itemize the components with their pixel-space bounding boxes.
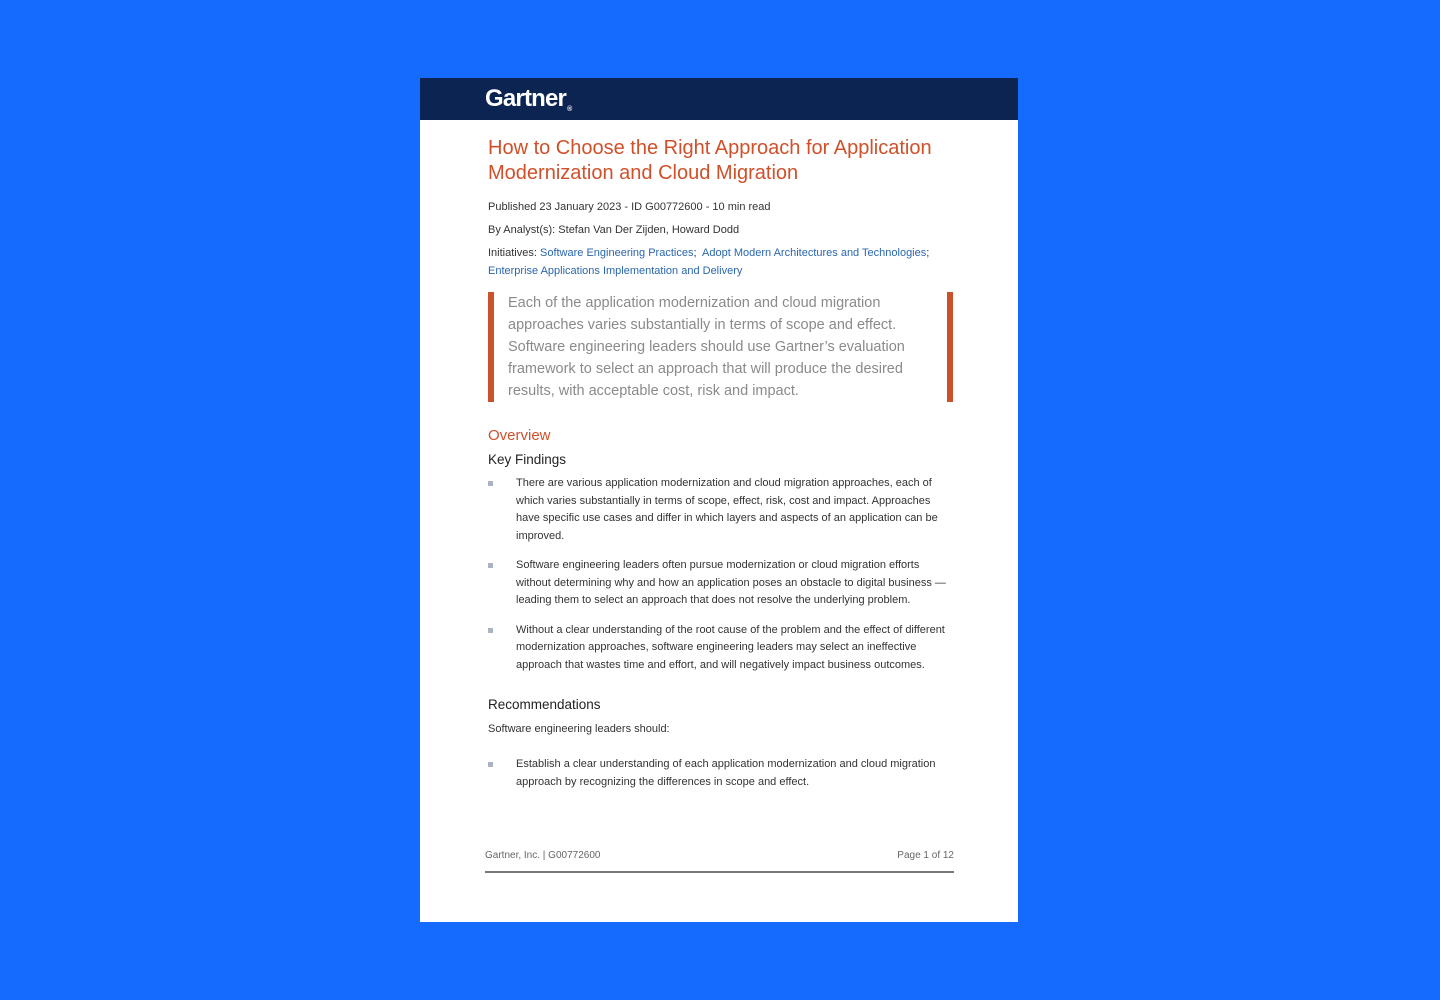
initiative-link-software-engineering[interactable]: Software Engineering Practices: [539, 247, 694, 259]
brand-header-bar: [420, 78, 1018, 120]
document-content: [488, 136, 953, 803]
key-findings-heading: Key Findings: [488, 452, 567, 467]
bullet-square-icon: [488, 481, 493, 486]
list-item: Without a clear understanding of the root cause of the problem and the effect of different modernization approaches, software engineering leaders may select an ineffective approach that wastes time and effort, and will negatively impact business outcomes.: [488, 622, 953, 675]
footer-doc-id: Gartner, Inc. | G00772600: [485, 850, 601, 861]
initiative-link-modern-architectures[interactable]: Adopt Modern Architectures and Technologies: [702, 247, 927, 259]
footer-page-number: Page 1 of 12: [897, 850, 954, 861]
overview-heading: Overview: [488, 427, 551, 444]
initiatives-line: Initiatives: Software Engineering Practices; Adopt Modern Architectures and Technologies; Enterprise Applications Implementation and Delivery: [488, 247, 930, 277]
document-page: [420, 78, 1018, 922]
bullet-square-icon: [488, 628, 493, 633]
bullet-square-icon: [488, 762, 493, 767]
key-findings-list: [488, 475, 953, 674]
bullet-square-icon: [488, 563, 493, 568]
list-item: Establish a clear understanding of each application modernization and cloud migration approach by recognizing the differences in scope and effect.: [488, 756, 953, 791]
recommendations-heading: Recommendations: [488, 697, 601, 712]
list-item: There are various application modernization and cloud migration approaches, each of which varies substantially in terms of scope, effect, risk, cost and impact. Approaches have specific use cases and differ in which layers and aspects of an application can be improved.: [488, 475, 953, 545]
initiative-link-enterprise-applications[interactable]: Enterprise Applications Implementation and Delivery: [488, 264, 743, 277]
summary-callout: [488, 292, 953, 402]
initiatives-label: Initiatives:: [488, 247, 537, 259]
recommendations-intro: Software engineering leaders should:: [488, 723, 670, 735]
analysts-line: By Analyst(s): Stefan Van Der Zijden, Howard Dodd: [488, 224, 740, 236]
recommendations-list: [488, 756, 953, 791]
summary-text: Each of the application modernization and cloud migration approaches varies substantially in terms of scope and effect. Software engineering leaders should use Gartner’s evaluation framework to select an approach that will produce the desired results, with acceptable cost, risk and impact.: [508, 295, 905, 399]
document-title: How to Choose the Right Approach for Application Modernization and Cloud Migration: [488, 137, 932, 184]
page-footer: [485, 850, 954, 873]
published-line: Published 23 January 2023 - ID G00772600 - 10 min read: [488, 201, 771, 213]
gartner-logo: Gartner®: [485, 85, 572, 113]
list-item: Software engineering leaders often pursue modernization or cloud migration efforts without determining why and how an application poses an obstacle to digital business — leading them to select an approach that does not resolve the underlying problem.: [488, 557, 953, 610]
